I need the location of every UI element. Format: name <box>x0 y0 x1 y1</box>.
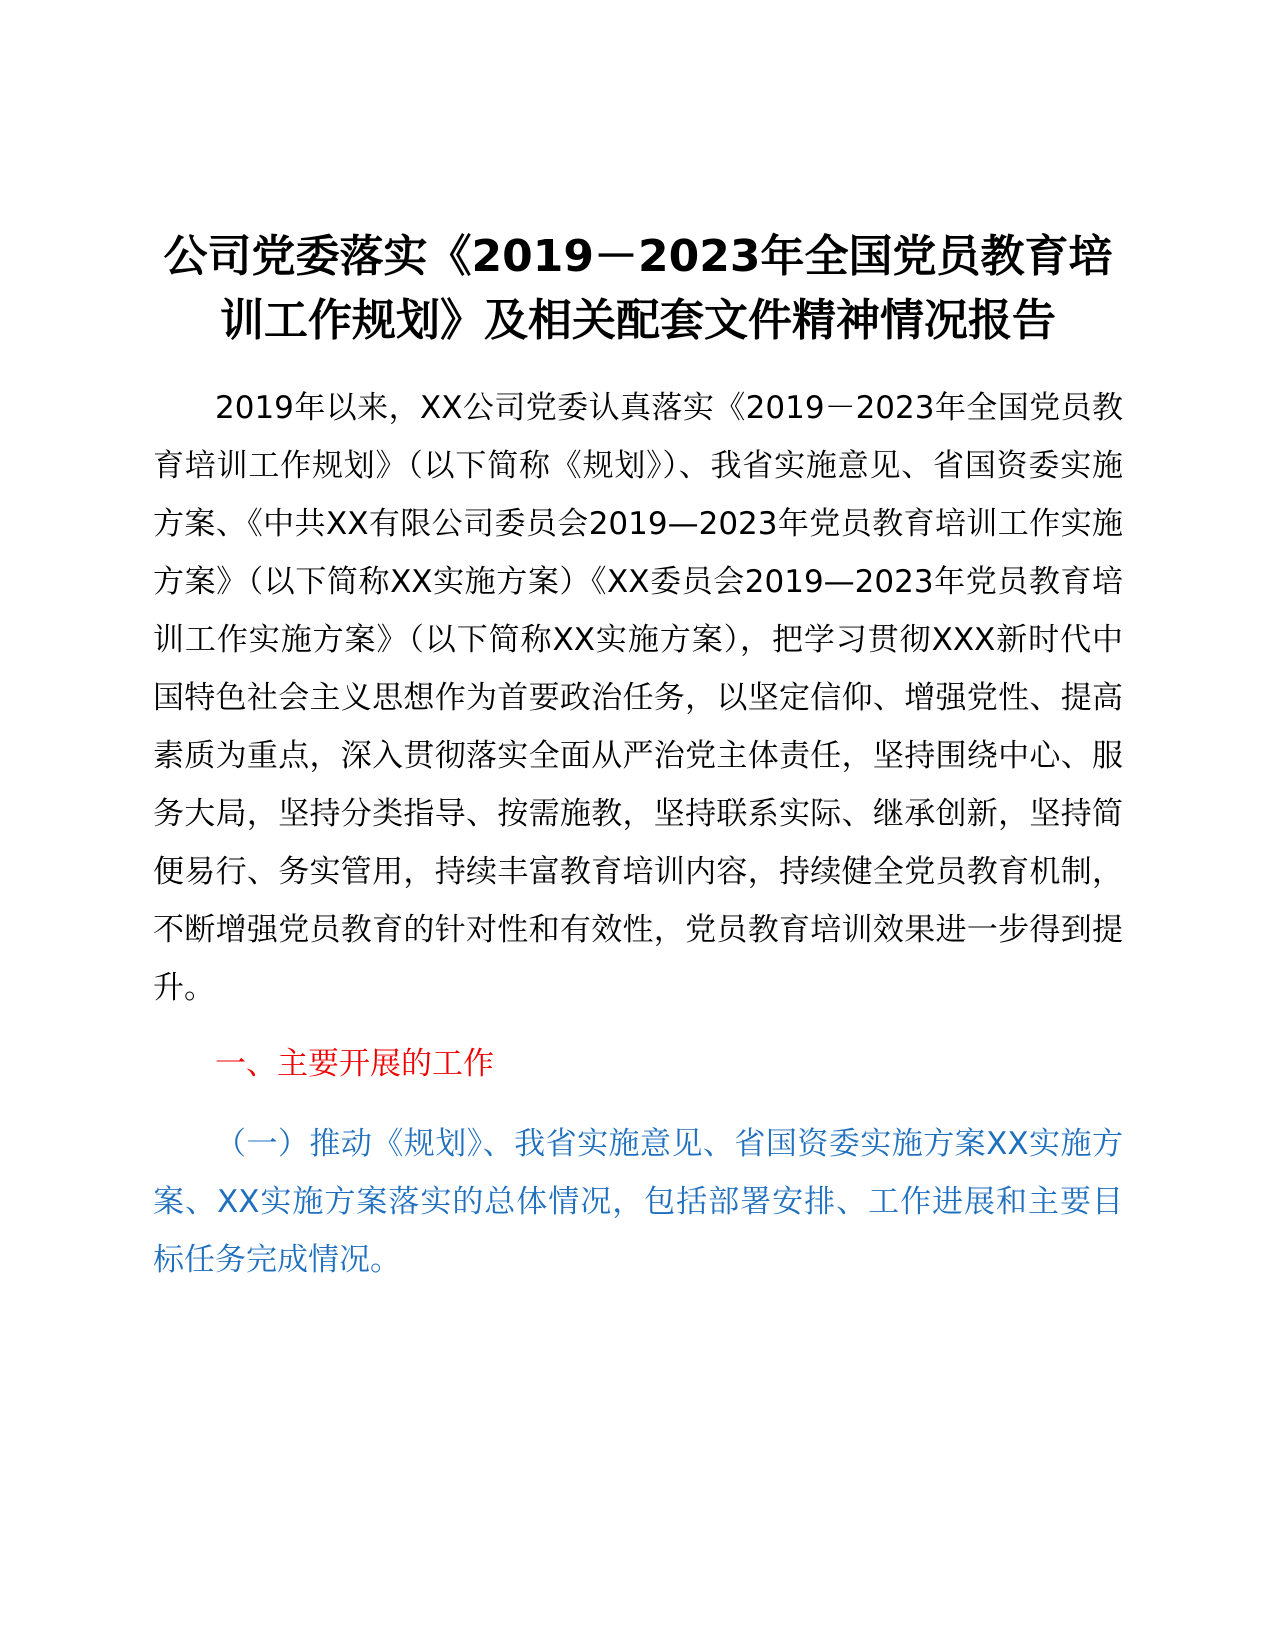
subsection-heading-overall-situation: （一）推动《规划》、我省实施意见、省国资委实施方案XX实施方案、XX实施方案落实的总体情况，包括部署安排、工作进展和主要目标任务完成情况。 <box>153 1126 1123 1278</box>
section-heading-main-work: 一、主要开展的工作 <box>215 1046 494 1082</box>
document-content <box>153 225 1123 1289</box>
intro-paragraph: 2019年以来，XX公司党委认真落实《2019－2023年全国党员教育培训工作规划》（以下简称《规划》）、我省实施意见、省国资委实施方案、《中共XX有限公司委员会2019—2023年党员教育培训工作实施方案》（以下简称XX实施方案）《XX委员会2019—2023年党员教育培训工作实施方案》（以下简称XX实施方案），把学习贯彻XXX新时代中国特色社会主义思想作为首要政治任务，以坚定信仰、增强党性、提高素质为重点，深入贯彻落实全面从严治党主体责任，坚持围绕中心、服务大局，坚持分类指导、按需施教，坚持联系实际、继承创新，坚持简便易行、务实管用，持续丰富教育培训内容，持续健全党员教育机制，不断增强党员教育的针对性和有效性，党员教育培训效果进一步得到提升。 <box>153 390 1123 1006</box>
document-title: 公司党委落实《2019－2023年全国党员教育培训工作规划》及相关配套文件精神情况报告 <box>163 231 1113 346</box>
